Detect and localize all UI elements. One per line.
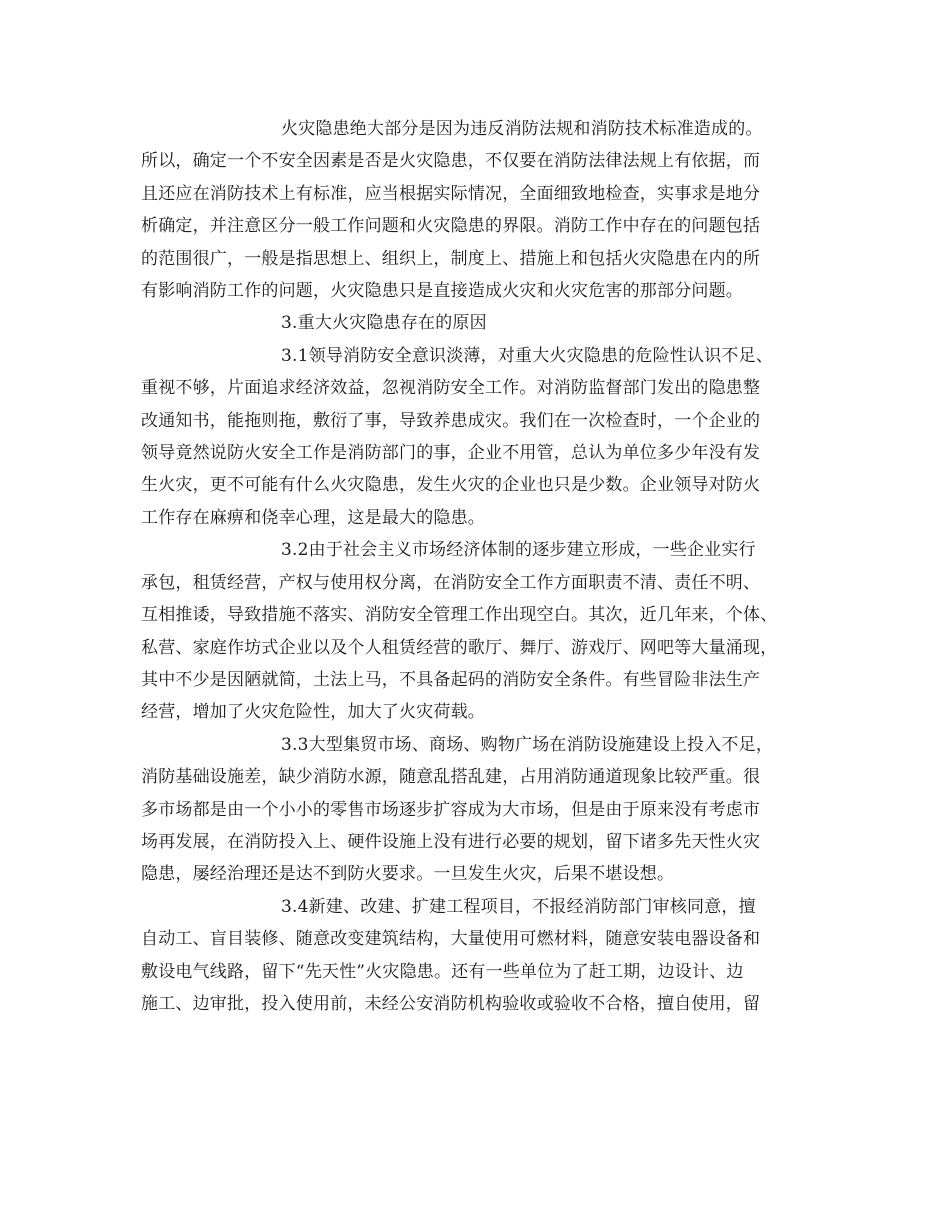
paragraph-line: 所以，确定一个不安全因素是否是火灾隐患，不仅要在消防法律法规上有依据，而	[141, 151, 761, 172]
paragraph-line: 承包，租赁经营，产权与使用权分离，在消防安全工作方面职责不清、责任不明、	[141, 572, 761, 593]
paragraph	[141, 729, 827, 891]
paragraph-line: 且还应在消防技术上有标准，应当根据实际情况，全面细致地检查，实事求是地分	[141, 183, 761, 204]
paragraph-line: 析确定，并注意区分一般工作问题和火灾隐患的界限。消防工作中存在的问题包括	[141, 216, 761, 237]
paragraph-line: 重视不够，片面追求经济效益，忽视消防安全工作。对消防监督部门发出的隐患整	[141, 378, 761, 399]
paragraph-line: 工作存在麻痹和侥幸心理，这是最大的隐患。	[141, 507, 485, 528]
paragraph-line: 的范围很广，一般是指思想上、组织上，制度上、措施上和包括火灾隐患在内的所	[141, 248, 761, 269]
paragraph-line: 多市场都是由一个小小的零售市场逐步扩容成为大市场，但是由于原来没有考虑市	[141, 799, 761, 820]
paragraph-line: 生火灾，更不可能有什么火灾隐患，发生火灾的企业也只是少数。企业领导对防火	[141, 475, 761, 496]
paragraph	[141, 340, 827, 534]
paragraph-line: 施工、边审批，投入使用前，未经公安消防机构验收或验收不合格，擅自使用，留	[141, 993, 761, 1014]
paragraph	[141, 534, 827, 728]
paragraph-line: 场再发展，在消防投入上、硬件设施上没有进行必要的规划，留下诸多先天性火灾	[141, 831, 761, 852]
paragraph-line: 3.4新建、改建、扩建工程项目，不报经消防部门审核同意，擅	[281, 896, 756, 917]
paragraph-line: 经营，增加了火灾危险性，加大了火灾荷载。	[141, 702, 485, 723]
paragraph-line: 隐患，屡经治理还是达不到防火要求。一旦发生火灾，后果不堪设想。	[141, 864, 675, 885]
section-heading-text: 3.重大火灾隐患存在的原因	[281, 313, 487, 334]
paragraph-line: 3.3大型集贸市场、商场、购物广场在消防设施建设上投入不足，	[281, 734, 774, 755]
paragraph-line: 消防基础设施差，缺少消防水源，随意乱搭乱建，占用消防通道现象比较严重。很	[141, 767, 761, 788]
section-heading	[141, 307, 827, 339]
paragraph-line: 敷设电气线路，留下“先天性”火灾隐患。还有一些单位为了赶工期，边设计、边	[141, 961, 744, 982]
paragraph-line: 改通知书，能拖则拖，敷衍了事，导致养患成灾。我们在一次检查时，一个企业的	[141, 410, 761, 431]
paragraph	[141, 891, 827, 1021]
paragraph-line: 互相推诿，导致措施不落实、消防安全管理工作出现空白。其次，近几年来，个体、	[141, 605, 778, 626]
paragraph	[141, 113, 827, 307]
paragraph-line: 有影响消防工作的问题，火灾隐患只是直接造成火灾和火灾危害的那部分问题。	[141, 281, 743, 302]
paragraph-line: 领导竟然说防火安全工作是消防部门的事，企业不用管，总认为单位多少年没有发	[141, 443, 761, 464]
paragraph-line: 其中不少是因陋就简，土法上马，不具备起码的消防安全条件。有些冒险非法生产	[141, 669, 761, 690]
document-body	[141, 113, 827, 1020]
paragraph-line: 火灾隐患绝大部分是因为违反消防法规和消防技术标准造成的。	[281, 119, 763, 139]
paragraph-line: 3.2由于社会主义市场经济体制的逐步建立形成，一些企业实行	[281, 540, 756, 561]
paragraph-line: 私营、家庭作坊式企业以及个人租赁经营的歌厅、舞厅、游戏厅、网吧等大量涌现，	[141, 637, 778, 658]
paragraph-line: 自动工、盲目装修、随意改变建筑结构，大量使用可燃材料，随意安装电器设备和	[141, 929, 761, 950]
paragraph-line: 3.1领导消防安全意识淡薄，对重大火灾隐患的危险性认识不足、	[281, 345, 774, 366]
